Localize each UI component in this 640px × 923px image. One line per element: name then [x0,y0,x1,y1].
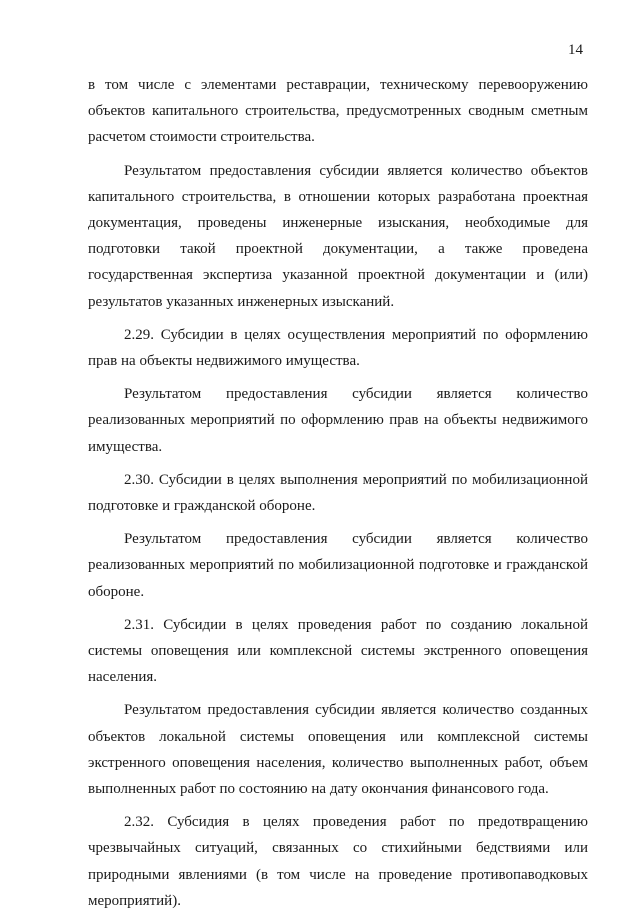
paragraph-result-design-docs: Результатом предоставления субсидии является количество объектов капитального строительства, в отношении которых разработана проектная документация, проведены инженерные изыскания, необходимые для подготовки такой проектной документации, а также проведена государственная экспертиза указанной проектной документации и (или) результатов указанных инженерных изысканий. [88,162,588,310]
paragraph-continuation: в том числе с элементами реставрации, техническому перевооружению объектов капитального строительства, предусмотренных сводным сметным расчетом стоимости строительства. [88,77,588,146]
page-number: 14 [568,42,583,58]
paragraph-2-30: 2.30. Субсидии в целях выполнения мероприятий по мобилизационной подготовке и гражданской обороне. [88,471,588,515]
paragraph-result-2-31: Результатом предоставления субсидии является количество созданных объектов локальной системы оповещения или комплексной системы экстренного оповещения населения, количество выполненных работ, объем выполненных работ по состоянию на дату окончания финансового года. [88,702,588,798]
paragraph-2-32: 2.32. Субсидия в целях проведения работ по предотвращению чрезвычайных ситуаций, связанных со стихийными бедствиями или природными явлениями (в том числе на проведение противопаводковых мероприятий). [88,814,588,909]
paragraph-2-31: 2.31. Субсидии в целях проведения работ по созданию локальной системы оповещения или комплексной системы экстренного оповещения населения. [88,616,588,686]
paragraph-2-29: 2.29. Субсидии в целях осуществления мероприятий по оформлению прав на объекты недвижимого имущества. [88,326,588,370]
document-body [88,72,588,921]
paragraph-result-2-29: Результатом предоставления субсидии является количество реализованных мероприятий по оформлению прав на объекты недвижимого имущества. [88,386,588,455]
paragraph-result-2-30: Результатом предоставления субсидии является количество реализованных мероприятий по мобилизационной подготовке и гражданской обороне. [88,531,588,600]
